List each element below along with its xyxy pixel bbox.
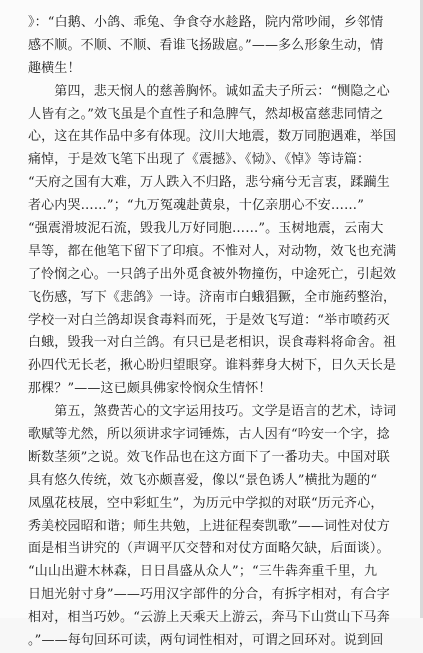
text-line: 趣横生！ [28,60,81,76]
text-line: 人皆有之。”效飞虽是个直性子和急脾气，然却极富慈悲同情之 [28,106,384,122]
text-line: 日旭光射寸身”——巧用汉字部件的分合，有拆字相对，有合字 [28,587,390,603]
text-line: 第四，悲天悯人的慈善胸怀。诚如孟夫子所云：“恻隐之心 [28,83,390,99]
text-line: 》：“白鹅、小鸽、乖兔、争食夺水趁路，院内常吵闹，乡邻情 [28,15,384,30]
text-line: 断数茎须”之说。效飞作品也在这方面下了一番功夫。中国对联 [28,449,390,465]
text-line: 白蛾，毁我一对白兰鸽。有只已是老相识，误食毒料将命舍。祖 [28,335,397,351]
text-line: 相对，相当巧妙。“云游上天乘天上游云，奔马下山赏山下马奔 [28,610,390,626]
text-line: 痛悼，于是效飞笔下出现了《震撼》、《恸》、《悼》等诗篇： [28,152,371,168]
text-line: 者心内哭……”；“九万冤魂赴黄泉，十亿亲朋心不安……” [28,198,364,214]
text-line: 心，这在其作品中多有体现。汶川大地震，数万同胞遇难，举国 [28,129,397,145]
text-line: 孙四代无长老，揪心盼归望眼穿。谁料葬身大树下，日久天长是 [28,358,397,374]
text-line: 那棵？”——这已颇具佛家怜悯众生情怀！ [28,381,272,397]
text-line: 了怜悯之心。一只鸽子出外觅食被外物撞伤，中途死亡，引起效 [28,266,397,282]
text-line: 感不顺。不顺、不顺、看谁飞扬跋扈。”——多么形象生动，情 [28,37,384,53]
text-line: 旱等，都在他笔下留下了印痕。不惟对人，对动物，效飞也充满 [28,243,397,259]
text-line: 具有悠久传统，效飞亦颇喜爱，像以“景色诱人”横批为题的“ [28,472,378,488]
text-line: 第五，煞费苦心的文字运用技巧。文学是语言的艺术，诗词 [28,404,397,420]
text-line: 歌赋等尤然，所以须讲求字词锤炼，古人因有“吟安一个字，捻 [28,427,390,443]
text-line: 。”——每句回环可读，两句词性相对，可谓之回环对。说到回 [28,633,384,649]
text-line: “强震滑坡泥石流，毁我儿万好同胞……”。玉树地震，云南大 [28,221,384,237]
text-line: 秀美校园昭和谐；师生共勉，上进征程奏凯歌”——词性对仗方 [28,518,390,534]
text-line: 凤凰花枝展，空中彩虹生”，为历元中学拟的对联“历元齐心， [28,495,384,511]
text-line: 学校一对白兰鸽却误食毒料而死，于是效飞写道：“举市喷药灭 [28,312,390,328]
text-line: “山山出避木林森，日日昌盛从众人”；“三牛犇奔重千里，九 [28,564,378,580]
text-line: 面是相当讲究的（声调平仄交替和对仗方面略欠缺，后面谈）。 [28,541,390,557]
body-text [28,12,396,653]
text-line: “天府之国有大难，万人跌入不归路，悲兮痛兮无言衷，蹂躏生 [28,175,390,191]
text-line: 飞伤感，写下《悲鸽》一诗。济南市白蛾猖獗，全市施药整治， [28,289,397,305]
